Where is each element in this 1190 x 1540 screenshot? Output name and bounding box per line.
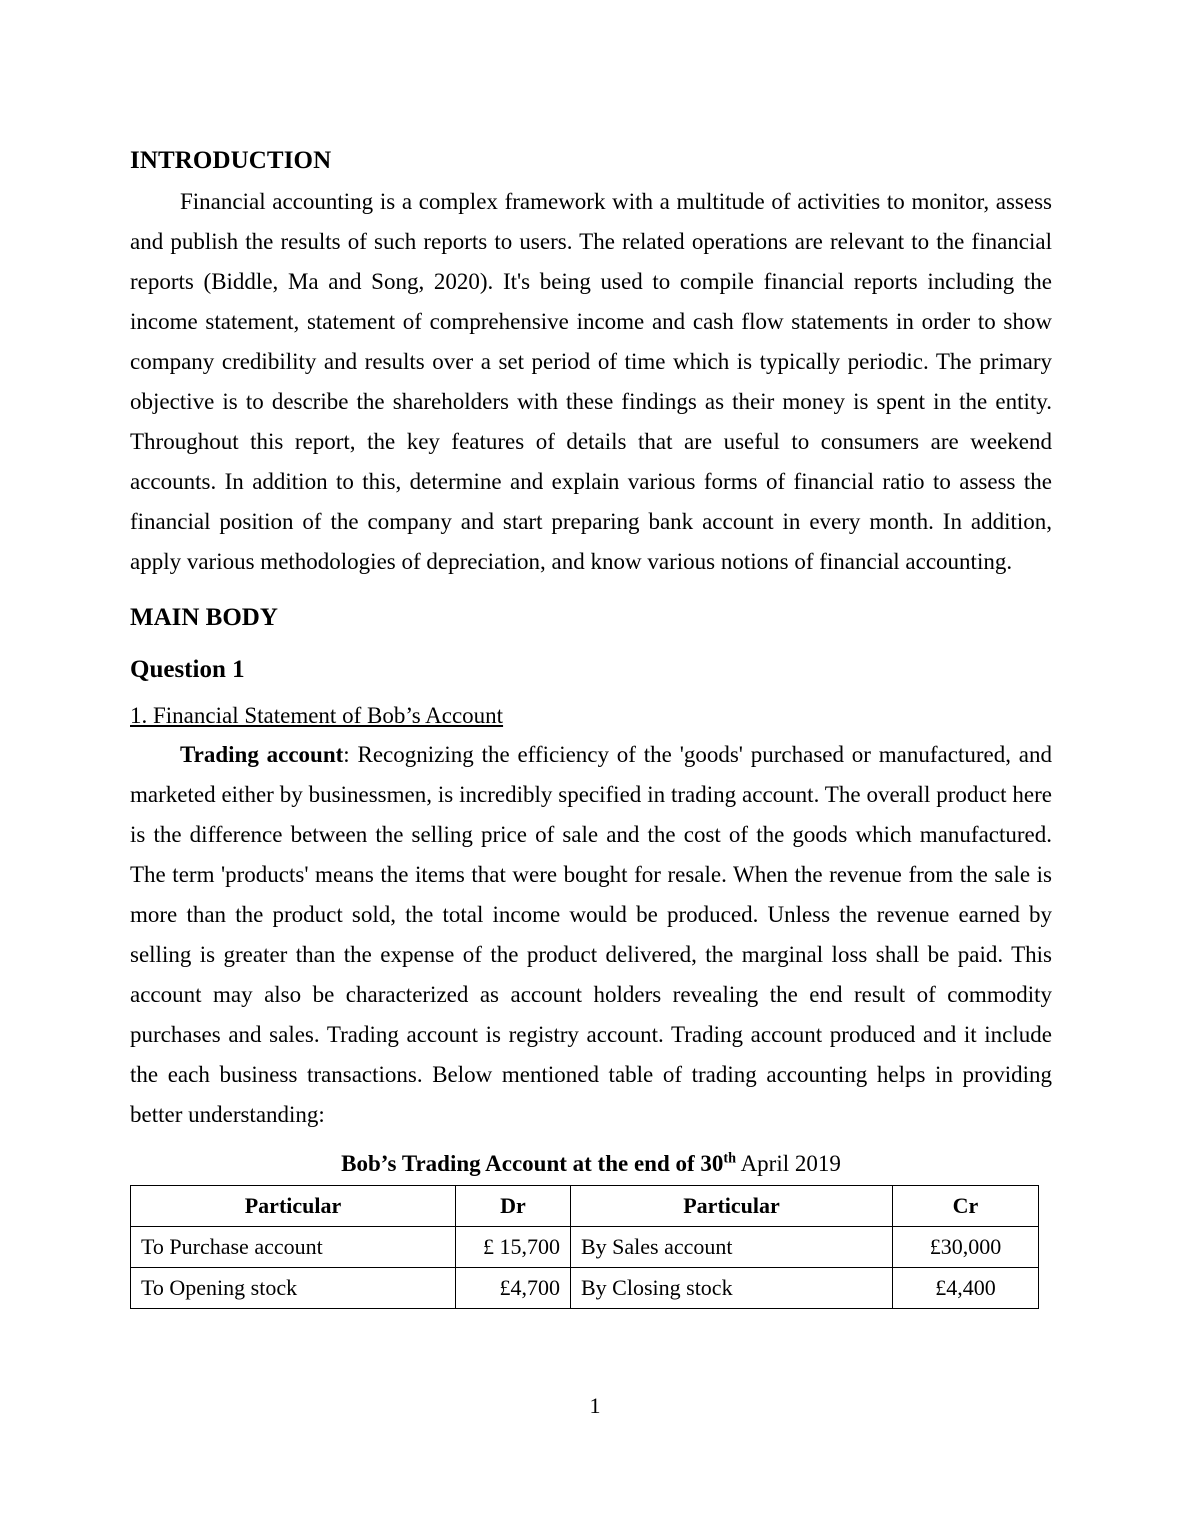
document-content — [130, 145, 1052, 1309]
table-row — [131, 1267, 1039, 1308]
column-header-particular-dr: Particular — [131, 1185, 456, 1226]
cell-particular-dr: To Purchase account — [131, 1226, 456, 1267]
trading-account-table — [130, 1185, 1039, 1309]
cell-particular-cr: By Sales account — [571, 1226, 893, 1267]
table-row — [131, 1226, 1039, 1267]
trading-table-caption-main: Bob’s Trading Account at the end of 30 — [341, 1150, 724, 1176]
cell-cr-amount: £4,400 — [893, 1267, 1039, 1308]
trading-account-label: Trading account — [180, 741, 344, 767]
subheading-financial-statement: 1. Financial Statement of Bob’s Account — [130, 702, 504, 728]
introduction-paragraph: Financial accounting is a complex framework with a multitude of activities to monitor, assess and publish the results of such reports to users. The related operations are relevant to the financial reports (Biddle, Ma and Song, 2020). It's being used to compile financial reports including the income statement, statement of comprehensive income and cash flow statements in order to show company credibility and results over a set period of time which is typically periodic. The primary objective is to describe the shareholders with these findings as their money is spent in the entity. Throughout this report, the key features of details that are useful to consumers are weekend accounts. In addition to this, determine and explain various forms of financial ratio to assess the financial position of the company and start preparing bank account in every month. In addition, apply various methodologies of depreciation, and know various notions of financial accounting. — [130, 189, 1052, 575]
section-heading-main-body: MAIN BODY — [130, 604, 278, 632]
page-number: 1 — [589, 1393, 601, 1418]
cell-particular-cr: By Closing stock — [571, 1267, 893, 1308]
trading-account-body: : Recognizing the efficiency of the 'goods' purchased or manufactured, and marketed either by businessmen, is incredibly specified in trading account. The overall product here is the difference between the selling price of sale and the cost of the goods which manufactured. The term 'products' means the items that were bought for resale. When the revenue from the sale is more than the product sold, the total income would be produced. Unless the revenue earned by selling is greater than the expense of the product delivered, the marginal loss shall be paid. This account may also be characterized as account holders revealing the end result of commodity purchases and sales. Trading account is registry account. Trading account produced and it include the each business transactions. Below mentioned table of trading accounting helps in providing better understanding: — [130, 741, 1052, 1127]
cell-particular-dr: To Opening stock — [131, 1267, 456, 1308]
column-header-cr: Cr — [893, 1185, 1039, 1226]
table-header-row — [131, 1185, 1039, 1226]
trading-table-caption — [130, 1149, 1052, 1179]
section-heading-question-1: Question 1 — [130, 655, 245, 683]
cell-dr-amount: £ 15,700 — [456, 1226, 571, 1267]
trading-account-paragraph — [130, 735, 1052, 1135]
trading-table-caption-date: April 2019 — [736, 1150, 841, 1176]
trading-table-caption-ordinal: th — [723, 1149, 737, 1166]
cell-dr-amount: £4,700 — [456, 1267, 571, 1308]
section-heading-introduction: INTRODUCTION — [130, 147, 332, 174]
column-header-particular-cr: Particular — [571, 1185, 893, 1226]
column-header-dr: Dr — [456, 1185, 571, 1226]
cell-cr-amount: £30,000 — [893, 1226, 1039, 1267]
